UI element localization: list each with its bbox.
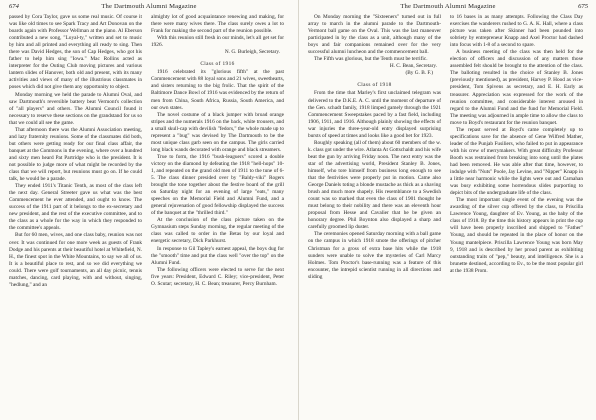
paragraph: 1916 celebrated its "glorious fifth" at the past Commencement with 88 loyal sons and 21 wives, sweethearts, and sisters returning to the big frolic. That the spirit of the Baltimore Dance Bowl of 1916 was evidenced by the return of men from China, South Africa, Russia, South America, and our own states.: [151, 69, 284, 111]
paragraph: Monday morning we held the parade to Alumni Oval, and saw Dartmouth's reversible battery beat Vermont's collection of "all players" and others. The Alumni Council found it necessary to reserve these sections on the grandstand for us so that we could all see the game.: [9, 91, 142, 126]
paragraph: almighty lot of good acquaintance renewing and making, for there were many wives there. The class surely owes a lot to Frank for making the second part of the reunion possible.: [151, 14, 284, 35]
paragraph: passed by Cora Taylor, gave us some real music. Of course it was like old times to see Spark Tracy and Art Donovan on the boards again with Professor Wellman at the piano. Al Eberson contributed a new song, "Loyal-ty," written and set to music by him and all printed and everything all ready to sing. Then there was David Hedges, the son of Cap Hedges, who got his father to help him sing "Iowa." Mac Rollins acted as interpreter for the Outing Club moving pictures and various lantern slides of Hanover, both old and present, with its many activities and views of many of the illustrious classmates in poses which did not give them any opportunity to object.: [9, 14, 142, 91]
left-page-column-2: [151, 14, 284, 418]
left-running-header: [9, 2, 289, 11]
left-page-number: 674: [9, 3, 19, 10]
paragraph: They ended 1911's Titanic Tenth, as most of the class left the next day. General Streeter gave us what was the best Commencement he ever attended, and ought to know. The success of the 1911 part of it belongs to the ex-secretary and new president, and the rest of the executive committee, and to the class as a whole for the way in which they responded to the committee's appeals.: [9, 183, 142, 232]
paragraph: to 16 bases in as many attempts. Following the Class Day exercises the wanderers rushed to G. A. K. Hall, where a class picture was taken after Skinner had been pounded into sobriety by entrepreneur Knapp and Axel Proctor had dashed into focus with 1-8 of a second to spare.: [450, 14, 583, 49]
paragraph: With this reunion still fresh in our minds, let's all get set for 1926.: [151, 35, 284, 49]
paragraph: The Fifth was glorious, but the Tenth must be terrific.: [314, 56, 428, 63]
paragraph: True to form, the 1916 "bush-leaguers" scored a double victory on the diamond by defeating the 1918 "hell-hops" 10-1, and repeated on the grand old men of 1911 to the tune of 6-5. The class dinner presided over by "Baldy-viki" Rogers brought the tone together about the festive board of the grill on Saturday night for an evening of large "eats," many speeches on the Memorial Field and Alumni Fund, and a general rejuvenation of good fellowship displayed the success of the banquet at the "thrilled third.": [151, 153, 284, 217]
right-page-number: 675: [578, 3, 588, 10]
right-page-column-1: [308, 14, 441, 418]
right-page-column-2: [450, 14, 583, 418]
paragraph: On Monday morning the "Sixteeners" turned out in full array to march in the alumni parade to the Dartmouth-Vermont ball game on the Oval. This was the last maneuver participated in by the class as a unit, although many of the boys and fair companions remained over for the very successful alumni luncheon and the commencement ball.: [308, 14, 441, 56]
paragraph: At the conclusion of the class picture taken on the Gymnasium steps Sunday morning, the regular meeting of the class was called to order in the Betas by our loyal and energetic secretary, Dick Parkhurst.: [151, 217, 284, 245]
right-running-title: The Dartmouth Alumni Magazine: [400, 3, 496, 10]
class-heading: Class of 1916: [200, 61, 235, 68]
signature-note: (By G. B. F.): [405, 70, 433, 77]
paragraph: In response to Gil Tapley's earnest appeal, the boys dug for the "smooth" time and put the class well "over the top" on the Alumni Fund.: [151, 245, 284, 266]
class-heading: Class of 1918: [357, 82, 392, 89]
left-page-column-1: [9, 14, 142, 418]
paragraph: But for 60 men, wives, and one class baby, reunion was not over. It was continued for one more week as guests of Frank Dodge and his parents at their beautiful hotel at Whitefield, N. H., the finest spot in the White Mountains, to say we all of us. It is a beautiful place to rest, and so we did everything we could. There were golf tournaments, an all day picnic, tennis matches, dancing, card playing, with and without, singing, "hedlung," and an: [9, 232, 142, 288]
signature: H. C. Bean, Secretary.: [389, 63, 437, 70]
left-running-title: The Dartmouth Alumni Magazine: [101, 3, 197, 10]
paragraph: Roughly speaking (all of them) about 60 members of the w. k. class got under the wire. Atlanta At Gottschaldt and his wife beat the gun by arriving Friday noon. The next entry was the star of the advertising world, President Stanley B. Jones, himself, who tore himself from business long enough to see that the festivities were properly put in motion. Came also George Daniels toting a blonde mustache as thick as a shaving brush and much more shapely. His resemblance to a Swedish count was so marked that even the class of 1901 thought he must belong to their nobility and there was an eleventh hour proposal from Hesse and Cavalier that he be given an honorary degree. Phil Boynton also displayed a sharp and carefully groomed lip duster.: [308, 139, 441, 231]
right-page: [298, 0, 596, 420]
paragraph: A business meeting of the class was then held for the election of officers and discussion of any matters those assembled felt should be brought to the attention of the class. The balloting resulted in the choice of Stanley B. Jones (previously mentioned), as president, Harvey P. Hood as vice-president, Tom Spivens as secretary, and E. H. Early as treasurer. Appreciation was expressed for the work of the reunion committee, and considerable interest aroused in regard to the Alumni Fund and the fund for Memorial Field. The meeting was adjourned in ample time to allow the class to move to Boyd's restaurant for the reunion banquet.: [450, 49, 583, 126]
paragraph: The most important single event of the evening was the awarding of the silver cup offered by the class, to Priscilla Lawrence Young, daughter of Ev. Young, as the baby of the class of 1918. By the time this history appears in print the cup will have been properly inscribed and shipped to "Father" Young, and should be repeated in the place of honor on the Young mantelpiece. Priscilla Lawrence Young was born May 9, 1918 and is described by her proud parent as exhibiting outstanding traits of "pep," beauty, and intelligence. She is a brunette destined, according to Ev., to be the most popular girl at the 1938 Prom.: [450, 197, 583, 274]
paragraph: That afternoon there was the Alumni Association meeting, and lazy fraternity reunions. Some of the classmates did both, but others were getting ready for our final class affair, the banquet at the Commons in the evening, where over a hundred and sixty men heard Pat Partridge who is the president. It is not possible to judge more of what might be recorded by the class that we will report, but reunions must go on. If he could talk, he would be a parade.: [9, 126, 142, 183]
paragraph: From the time that Marley's first unclaimed telegram was delivered to the D.K.E. A. C. until the moment of departure of the Gen. schadt family, 1918 limped gamely through the 1921 Commencement Sweepstakes paced by a fast field, including 1906, 1911, and 1916. Although plainly showing the effects of war injuries the three-year-old entry displayed surprising bursts of speed at times and looks like a good bet for 1923.: [308, 90, 441, 139]
right-running-header: [308, 2, 588, 11]
signature: N. G. Burleigh, Secretary.: [224, 49, 280, 56]
paragraph: The repast served at Boyd's came completely up to specifications save for the absence of Gene Wilfred Mather, leader of the Punjab Fusiliers, who failed to put in appearance with his crew of merrymakers. With great difficulty Professor Booth was restrained from breaking into song until the plates had been removed. He was able after that time, however, to indulge with "Nuts" Poole, Jay Levine, and "Nipper" Knapp in a little near harmonic while the lights were out and Carnahan was busy exhibiting some horrendous slides purporting to depict bits of the undergraduate life of the class.: [450, 126, 583, 197]
paragraph: The following officers were elected to serve for the next five years: President, Edward C. Riley; vice-president, Peter O. Scutar; secretary, H. C. Bean; treasurer, Percy Burnham.: [151, 266, 284, 287]
paragraph: The ceremonies opened Saturday morning with a ball game on the campus in which 1918 smote the offerings of pitcher Christman for a gross of extra base hits while the 1918 sunders were unable to solve the mysteries of Carl Marcy Holmes. Tom Proctor's base-running was a feature of this encounter, the intrepid scientist running in all directions and sliding: [308, 231, 441, 280]
paragraph: The novel costume of a black jumper with broad orange stripes and the numerals 1916 on the back, white trousers, and a small skull-cap with devilish "fedors," the whole made up to represent a "bug" was devised by The Dartmouth to be the most unique class garb seen on the campus. The girls carried long black wands decorated with orange and black streamers.: [151, 111, 284, 153]
